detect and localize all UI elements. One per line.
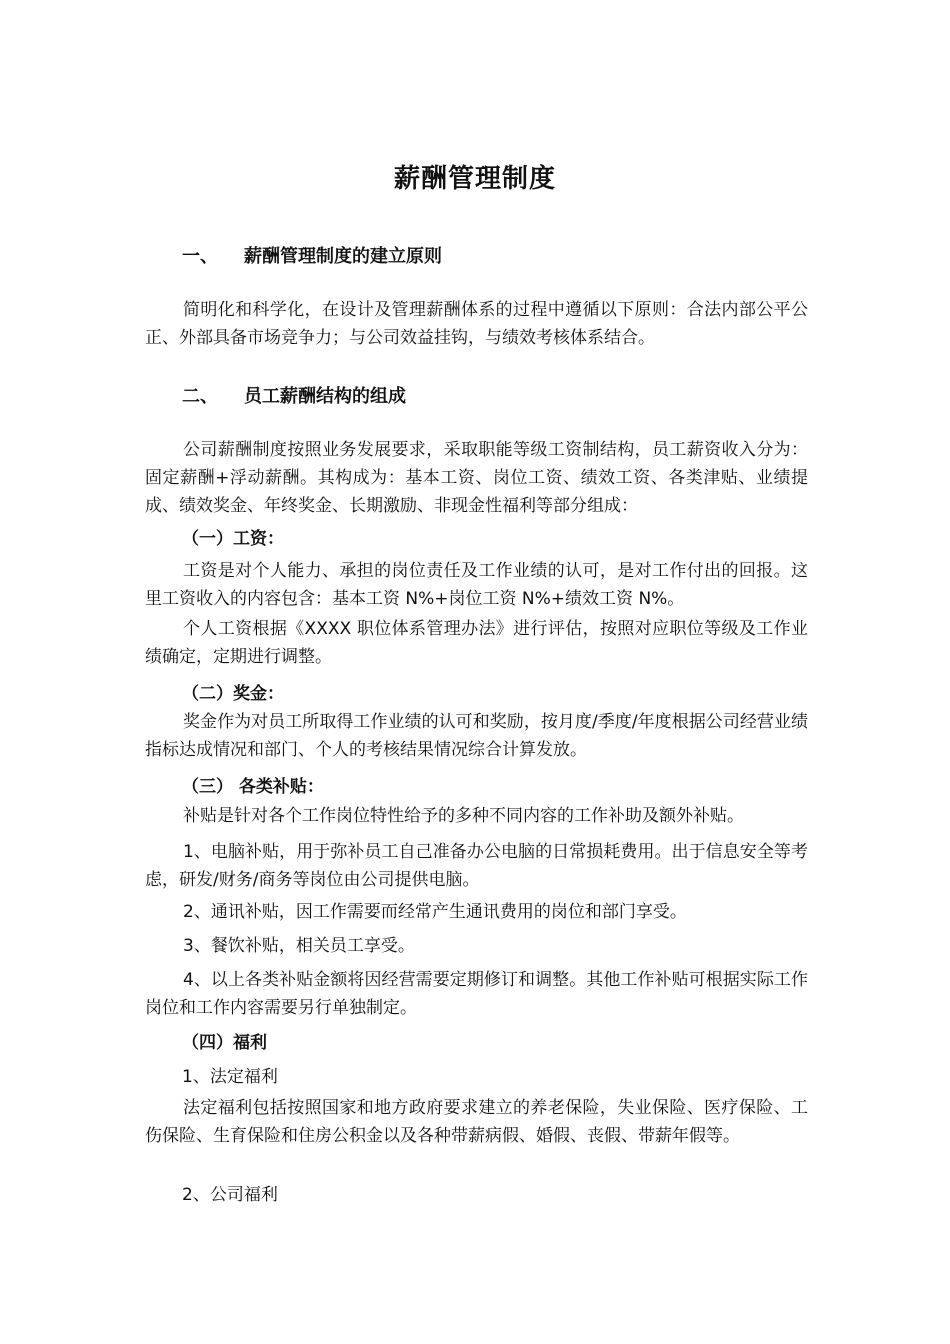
- subheading-wage: （一）工资：: [182, 529, 284, 549]
- paragraph-bonus: 奖金作为对员工所取得工作业绩的认可和奖励，按月度/季度/年度根据公司经营业绩指标达成情况和部门、个人的考核结果情况综合计算发放。: [145, 712, 808, 760]
- section-heading-2: [182, 382, 406, 408]
- subheading-welfare: （四）福利: [182, 1033, 267, 1053]
- section-number: 二、: [182, 386, 218, 407]
- paragraph-allowance-communication: 2、通讯补贴，因工作需要而经常产生通讯费用的岗位和部门享受。: [183, 902, 687, 922]
- subheading-allowance: （三） 各类补贴：: [182, 777, 324, 797]
- section-number: 一、: [182, 246, 218, 267]
- document-title: 薪酬管理制度: [393, 164, 556, 194]
- paragraph-wage-1: 工资是对个人能力、承担的岗位责任及工作业绩的认可，是对工作付出的回报。这里工资收入的内容包含：基本工资 N%+岗位工资 N%+绩效工资 N%。: [145, 561, 808, 609]
- paragraph-welfare-statutory: 法定福利包括按照国家和地方政府要求建立的养老保险，失业保险、医疗保险、工伤保险、生育保险和住房公积金以及各种带薪病假、婚假、丧假、带薪年假等。: [145, 1098, 808, 1146]
- welfare-statutory-label: 1、法定福利: [182, 1067, 278, 1087]
- paragraph-allowance-meal: 3、餐饮补贴，相关员工享受。: [183, 936, 415, 956]
- subheading-bonus: （二）奖金：: [182, 684, 284, 704]
- paragraph-structure: 公司薪酬制度按照业务发展要求，采取职能等级工资制结构，员工薪资收入分为：固定薪酬+浮动薪酬。其构成为：基本工资、岗位工资、绩效工资、各类津贴、业绩提成、绩效奖金、年终奖金、长期激励、非现金性福利等部分组成：: [145, 440, 808, 516]
- section-title: 薪酬管理制度的建立原则: [244, 246, 442, 267]
- paragraph-allowance-adjust: 4、以上各类补贴金额将因经营需要定期修订和调整。其他工作补贴可根据实际工作岗位和工作内容需要另行单独制定。: [145, 970, 808, 1018]
- paragraph-wage-2: 个人工资根据《XXXX 职位体系管理办法》进行评估，按照对应职位等级及工作业绩确定，定期进行调整。: [145, 619, 808, 667]
- paragraph-allowance-intro: 补贴是针对各个工作岗位特性给予的多种不同内容的工作补助及额外补贴。: [183, 806, 744, 826]
- welfare-company-label: 2、公司福利: [182, 1185, 278, 1205]
- paragraph-principles: 简明化和科学化，在设计及管理薪酬体系的过程中遵循以下原则：合法内部公平公正、外部具备市场竞争力；与公司效益挂钩，与绩效考核体系结合。: [145, 300, 808, 348]
- paragraph-allowance-computer: 1、电脑补贴，用于弥补员工自己准备办公电脑的日常损耗费用。出于信息安全等考虑，研发/财务/商务等岗位由公司提供电脑。: [145, 842, 808, 890]
- section-heading-1: [182, 242, 442, 268]
- section-title: 员工薪酬结构的组成: [244, 386, 406, 407]
